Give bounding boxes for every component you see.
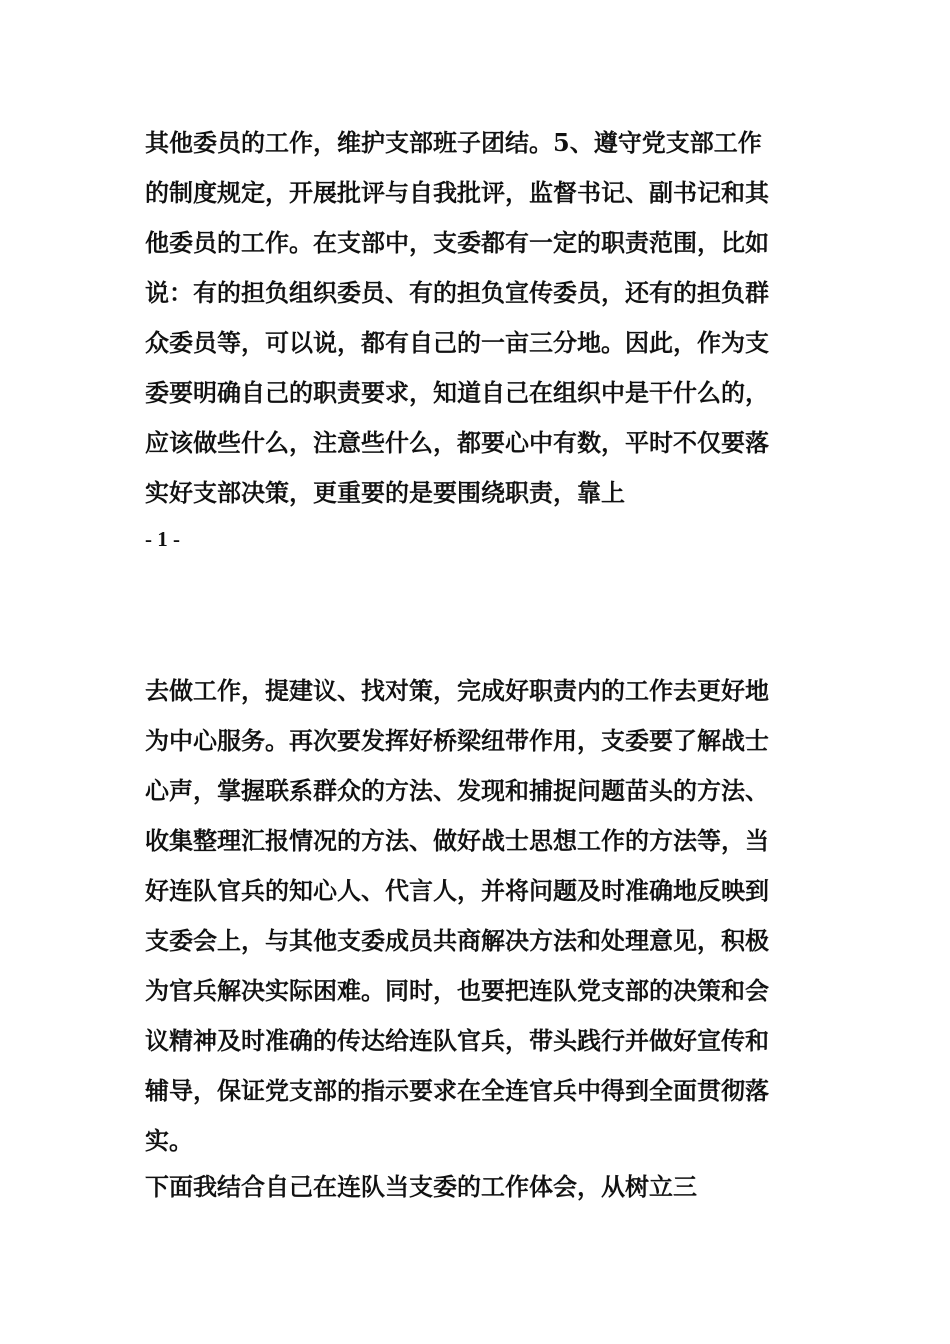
text-line: 实。 xyxy=(145,1126,193,1155)
text-line: 议精神及时准确的传达给连队官兵，带头践行并做好宣传和 xyxy=(145,1026,769,1055)
text-line: 辅导，保证党支部的指示要求在全连官兵中得到全面贯彻落 xyxy=(145,1076,769,1105)
text-line: 委要明确自己的职责要求，知道自己在组织中是干什么的， xyxy=(145,378,769,407)
text-line: 众委员等，可以说，都有自己的一亩三分地。因此，作为支 xyxy=(145,328,769,357)
text-line: 说：有的担负组织委员、有的担负宣传委员，还有的担负群 xyxy=(145,278,769,307)
text-line: 支委会上，与其他支委成员共商解决方法和处理意见，积极 xyxy=(145,926,769,955)
text-line: 收集整理汇报情况的方法、做好战士思想工作的方法等，当 xyxy=(145,826,769,855)
paragraph-bottom xyxy=(145,666,825,1166)
text-line: 去做工作，提建议、找对策，完成好职责内的工作去更好地 xyxy=(145,676,769,705)
text-line: 其他委员的工作，维护支部班子团结。5、遵守党支部工作 xyxy=(145,128,762,157)
paragraph-top xyxy=(145,118,825,518)
text-line: 为官兵解决实际困难。同时，也要把连队党支部的决策和会 xyxy=(145,976,769,1005)
text-line: 心声，掌握联系群众的方法、发现和捕捉问题苗头的方法、 xyxy=(145,776,769,805)
text-line: 好连队官兵的知心人、代言人，并将问题及时准确地反映到 xyxy=(145,876,769,905)
text-line: 的制度规定，开展批评与自我批评，监督书记、副书记和其 xyxy=(145,178,769,207)
text-line: 应该做些什么，注意些什么，都要心中有数，平时不仅要落 xyxy=(145,428,769,457)
page-number: - 1 - xyxy=(145,527,180,551)
text-line: 为中心服务。再次要发挥好桥梁纽带作用，支委要了解战士 xyxy=(145,726,769,755)
text-line: 他委员的工作。在支部中，支委都有一定的职责范围，比如 xyxy=(145,228,769,257)
closing-text-line: 下面我结合自己在连队当支委的工作体会，从树立三 xyxy=(145,1172,697,1201)
text-line: 实好支部决策，更重要的是要围绕职责，靠上 xyxy=(145,478,625,507)
